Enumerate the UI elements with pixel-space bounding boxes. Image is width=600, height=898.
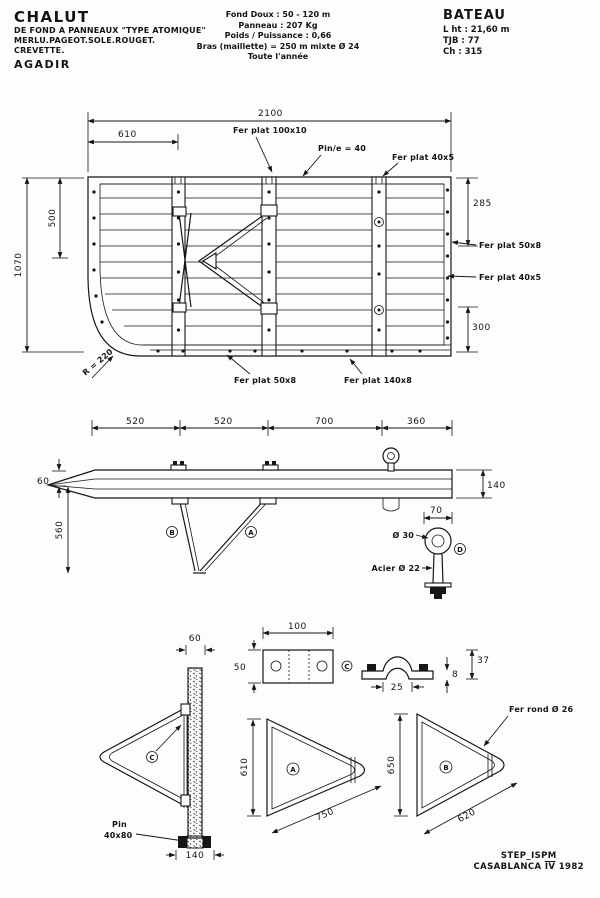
door-edge-bar	[48, 470, 452, 498]
footer-org: STEP_ISPM	[500, 851, 557, 861]
dim-610-triangle: 610	[240, 757, 250, 777]
side-dimensions-left	[37, 459, 68, 573]
footer-place	[474, 862, 584, 873]
footer-city: CASABLANCA	[473, 862, 542, 872]
footer-roman: $\overline{IV}$	[544, 862, 556, 872]
bracket-legs	[172, 498, 276, 573]
footer-block	[474, 851, 584, 873]
spec-saison: Toute l'année	[247, 52, 309, 61]
eyebolt-detail	[371, 506, 465, 599]
part-marker-c-keel	[147, 752, 158, 763]
dim-360: 360	[407, 417, 426, 427]
title-line3: CREVETTE.	[14, 46, 65, 55]
dim-620: 620	[456, 807, 478, 826]
dim-750: 750	[314, 806, 336, 824]
side-dimension-right	[456, 470, 506, 498]
plan-brackets	[173, 205, 277, 314]
part-marker-a	[287, 763, 299, 775]
dim-560: 560	[55, 520, 65, 540]
bar-clamps	[171, 461, 278, 470]
marker-letter-a2: A	[290, 766, 296, 774]
keel-triangle-outer	[100, 708, 185, 806]
dim-70: 70	[430, 506, 443, 516]
title-city: AGADIR	[14, 58, 71, 71]
title-line2: MERLU.PAGEOT.SOLE.ROUGET.	[14, 36, 156, 45]
boat-ch: Ch : 315	[443, 47, 483, 57]
plate-body	[263, 650, 333, 683]
label-pin: Pin	[112, 820, 127, 829]
marker-letter-b: B	[169, 529, 175, 537]
label-fer-plat-100x10: Fer plat 100x10	[233, 126, 307, 135]
footer-year: 1982	[558, 862, 584, 872]
plate-detail	[234, 622, 352, 693]
dim-610: 610	[118, 130, 137, 140]
dim-140-base: 140	[185, 851, 205, 861]
dim-60-post: 60	[188, 634, 202, 644]
label-pin-e40: Pin/e = 40	[318, 144, 367, 153]
triangle-b-detail	[387, 704, 573, 834]
dim-1070: 1070	[14, 252, 24, 278]
dim-700: 700	[315, 417, 334, 427]
spec-panneau: Panneau : 207 Kg	[238, 20, 318, 30]
keel-detail	[100, 634, 224, 861]
label-fer-plat-40x5-right: Fer plat 40x5	[479, 273, 542, 282]
dim-8: 8	[452, 670, 459, 680]
vertical-straps	[172, 177, 386, 356]
drawing-title: CHALUT	[14, 8, 90, 26]
dim-50: 50	[233, 663, 247, 673]
eyebolt-shank	[425, 554, 451, 599]
triangle-a-detail	[240, 719, 381, 833]
dim-2100: 2100	[258, 109, 283, 119]
marker-letter-b2: B	[443, 764, 449, 772]
plan-view	[14, 109, 541, 385]
boat-tjb: TJB : 77	[443, 36, 480, 46]
dim-650: 650	[387, 755, 397, 775]
dim-500: 500	[48, 208, 58, 228]
triangle-a-outer	[267, 719, 365, 816]
marker-letter-c2: C	[149, 754, 155, 762]
label-fer-plat-140x8-bottom: Fer plat 140x8	[344, 376, 412, 385]
dim-520a: 520	[126, 417, 145, 427]
radius-label: R = 220	[80, 347, 115, 378]
side-dimensions-top	[92, 417, 452, 436]
marker-letter-d: D	[457, 546, 463, 554]
dim-60-tip: 60	[37, 477, 50, 487]
plan-dimensions	[14, 109, 492, 378]
boat-lht: L ht : 21,60 m	[443, 25, 510, 35]
wood-post	[188, 668, 202, 838]
part-marker-c-plate	[342, 661, 352, 671]
label-fer-plat-50x8-right: Fer plat 50x8	[479, 241, 542, 250]
eyebolt-on-bar	[383, 448, 399, 511]
spec-poids: Poids / Puissance : 0,66	[224, 31, 332, 40]
part-marker-d	[455, 544, 466, 555]
dim-25: 25	[390, 683, 404, 693]
label-acier-22: Acier Ø 22	[371, 564, 420, 573]
keel-triangle-inner	[110, 714, 186, 800]
label-fer-plat-50x8-bottom: Fer plat 50x8	[234, 376, 297, 385]
clamp-detail	[362, 650, 489, 693]
dim-520b: 520	[214, 417, 233, 427]
triangle-b-inner	[422, 722, 495, 808]
part-marker-front	[167, 527, 178, 538]
dim-300: 300	[472, 323, 491, 333]
part-marker-b	[440, 761, 452, 773]
label-pin-size: 40x80	[104, 831, 133, 840]
top-band-bolts	[175, 177, 382, 184]
dim-100: 100	[288, 622, 307, 632]
boat-title: BATEAU	[443, 8, 506, 23]
bar-laminations	[48, 479, 452, 489]
spec-fond: Fond Doux : 50 - 120 m	[225, 10, 331, 19]
dim-140-thickness: 140	[487, 481, 506, 491]
eyebolt-ring	[425, 528, 451, 554]
dim-285: 285	[473, 199, 492, 209]
part-marker-rear	[246, 527, 257, 538]
marker-letter-c1: C	[344, 663, 350, 671]
label-fer-plat-40x5-top: Fer plat 40x5	[392, 153, 455, 162]
spec-bras: Bras (maillette) = 250 m mixte Ø 24	[196, 41, 360, 51]
label-diam-30: Ø 30	[392, 531, 414, 540]
side-view	[37, 417, 506, 573]
title-line1: DE FOND A PANNEAUX "TYPE ATOMIQUE"	[14, 26, 206, 35]
dim-37: 37	[477, 656, 490, 666]
label-fer-rond-26: Fer rond Ø 26	[509, 705, 574, 714]
post-footing	[178, 836, 211, 848]
triangle-b-outer	[417, 714, 504, 816]
marker-letter-a: A	[248, 529, 254, 537]
